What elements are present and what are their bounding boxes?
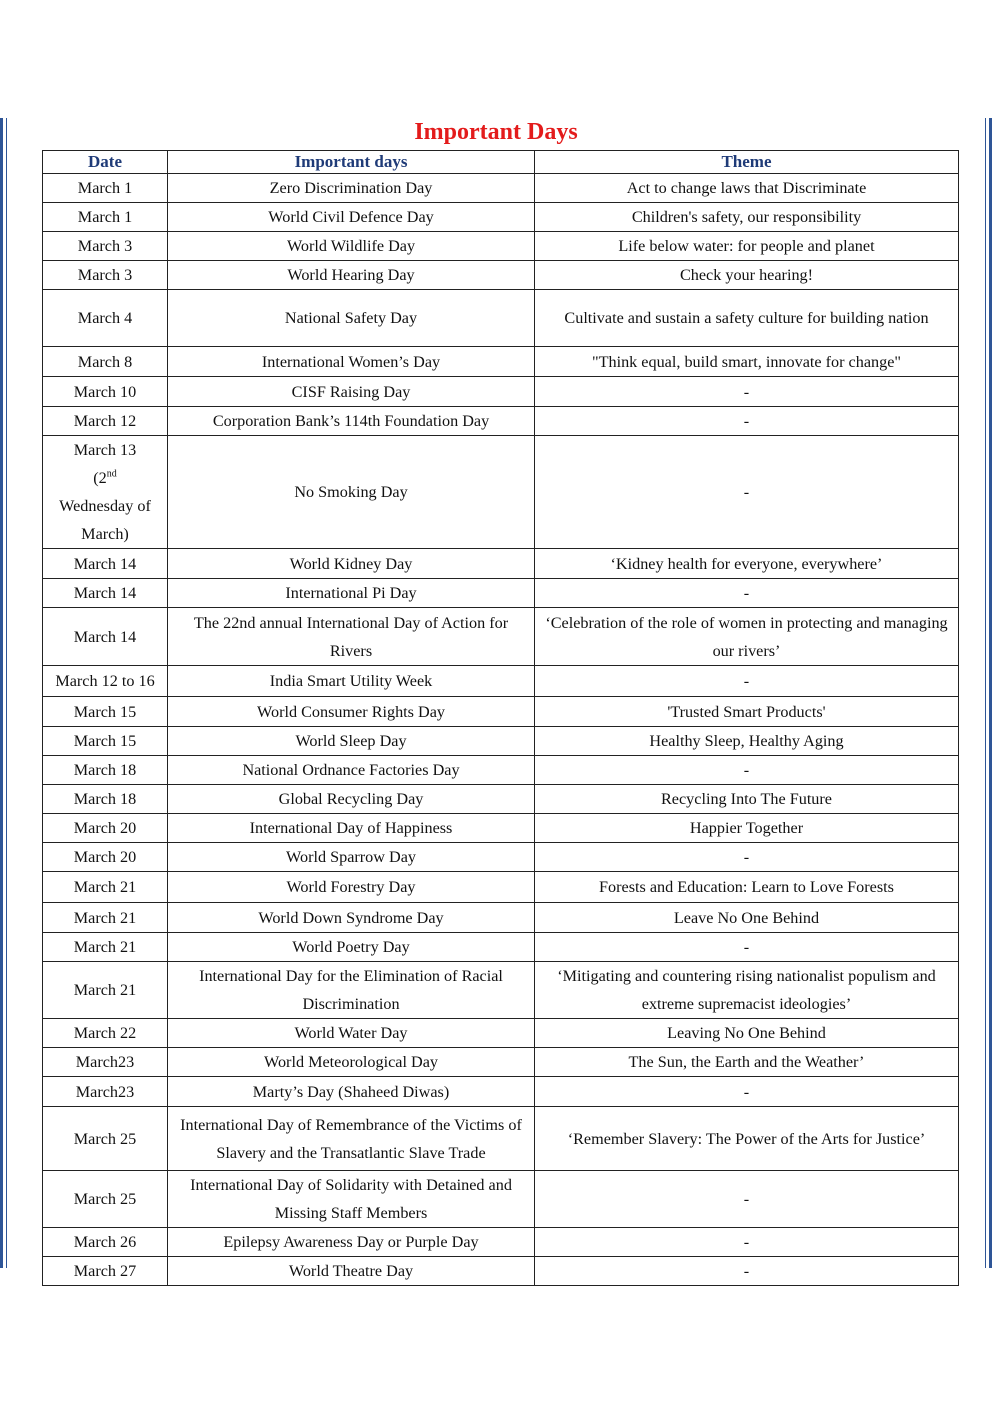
table-row: [43, 697, 959, 727]
table-row: [43, 549, 959, 579]
page-title: Important Days: [414, 119, 578, 145]
cell-theme: Recycling Into The Future: [535, 785, 959, 814]
cell-theme: -: [535, 933, 959, 962]
cell-theme: -: [535, 1257, 959, 1286]
cell-date: March 25: [43, 1107, 168, 1171]
table-row: [43, 1107, 959, 1171]
table-row: [43, 962, 959, 1019]
cell-important-day: World Down Syndrome Day: [168, 903, 535, 933]
cell-date: March 14: [43, 608, 168, 666]
cell-important-day: World Sleep Day: [168, 727, 535, 756]
cell-important-day: World Hearing Day: [168, 261, 535, 290]
cell-theme: Leaving No One Behind: [535, 1019, 959, 1048]
cell-date: March 1: [43, 203, 168, 232]
table-row: [43, 436, 959, 549]
cell-theme: Act to change laws that Discriminate: [535, 174, 959, 203]
cell-date: March 15: [43, 727, 168, 756]
table-row: [43, 933, 959, 962]
table-row: [43, 290, 959, 347]
cell-theme: -: [535, 1077, 959, 1107]
cell-theme: -: [535, 666, 959, 697]
page-border-left: [0, 118, 7, 1268]
table-row: [43, 814, 959, 843]
cell-date: March 18: [43, 756, 168, 785]
cell-important-day: International Day of Solidarity with Detained and Missing Staff Members: [168, 1171, 535, 1228]
cell-theme: -: [535, 843, 959, 872]
cell-important-day: International Pi Day: [168, 579, 535, 608]
cell-important-day: International Day for the Elimination of Racial Discrimination: [168, 962, 535, 1019]
table-row: [43, 727, 959, 756]
cell-theme: Happier Together: [535, 814, 959, 843]
cell-theme: -: [535, 407, 959, 436]
cell-theme: -: [535, 1228, 959, 1257]
cell-important-day: World Wildlife Day: [168, 232, 535, 261]
cell-important-day: World Consumer Rights Day: [168, 697, 535, 727]
table-row: [43, 843, 959, 872]
cell-date: March 13 (2nd Wednesday of March): [43, 436, 168, 549]
cell-date: March 22: [43, 1019, 168, 1048]
cell-date: March 21: [43, 962, 168, 1019]
cell-important-day: International Day of Happiness: [168, 814, 535, 843]
cell-date: March 21: [43, 872, 168, 903]
column-header-theme: Theme: [535, 151, 959, 174]
cell-date: March 26: [43, 1228, 168, 1257]
table-row: [43, 608, 959, 666]
cell-date: March 18: [43, 785, 168, 814]
cell-important-day: No Smoking Day: [168, 436, 535, 549]
cell-important-day: World Forestry Day: [168, 872, 535, 903]
cell-date: March 8: [43, 347, 168, 377]
cell-date: March 3: [43, 232, 168, 261]
table-row: [43, 903, 959, 933]
table-row: [43, 1228, 959, 1257]
cell-theme: Children's safety, our responsibility: [535, 203, 959, 232]
table-row: [43, 174, 959, 203]
cell-theme: ‘Mitigating and countering rising nationalist populism and extreme supremacist ideologies’: [535, 962, 959, 1019]
cell-important-day: World Meteorological Day: [168, 1048, 535, 1077]
page-border-right: [985, 118, 992, 1268]
cell-theme: "Think equal, build smart, innovate for change": [535, 347, 959, 377]
cell-date: March 3: [43, 261, 168, 290]
cell-date: March23: [43, 1077, 168, 1107]
cell-important-day: World Theatre Day: [168, 1257, 535, 1286]
table-row: [43, 756, 959, 785]
cell-important-day: Epilepsy Awareness Day or Purple Day: [168, 1228, 535, 1257]
cell-important-day: Global Recycling Day: [168, 785, 535, 814]
cell-date: March 15: [43, 697, 168, 727]
table-row: [43, 347, 959, 377]
table-row: [43, 203, 959, 232]
cell-date: March 4: [43, 290, 168, 347]
cell-date: March 12 to 16: [43, 666, 168, 697]
cell-date: March 12: [43, 407, 168, 436]
cell-date: March 20: [43, 843, 168, 872]
cell-important-day: International Women’s Day: [168, 347, 535, 377]
cell-theme: Leave No One Behind: [535, 903, 959, 933]
cell-date: March 21: [43, 933, 168, 962]
cell-theme: -: [535, 436, 959, 549]
cell-important-day: World Water Day: [168, 1019, 535, 1048]
cell-theme: -: [535, 377, 959, 407]
column-header-date: Date: [43, 151, 168, 174]
cell-theme: -: [535, 756, 959, 785]
cell-important-day: World Sparrow Day: [168, 843, 535, 872]
cell-important-day: World Civil Defence Day: [168, 203, 535, 232]
table-row: [43, 872, 959, 903]
cell-theme: 'Trusted Smart Products': [535, 697, 959, 727]
cell-date: March 10: [43, 377, 168, 407]
table-row: [43, 232, 959, 261]
table-row: [43, 1171, 959, 1228]
cell-important-day: National Safety Day: [168, 290, 535, 347]
table-row: [43, 1048, 959, 1077]
cell-theme: -: [535, 579, 959, 608]
cell-theme: ‘Celebration of the role of women in protecting and managing our rivers’: [535, 608, 959, 666]
table-row: [43, 1019, 959, 1048]
table-row: [43, 1257, 959, 1286]
table-row: [43, 1077, 959, 1107]
cell-theme: -: [535, 1171, 959, 1228]
table-row: [43, 785, 959, 814]
cell-important-day: International Day of Remembrance of the Victims of Slavery and the Transatlantic Slave Trade: [168, 1107, 535, 1171]
cell-important-day: Corporation Bank’s 114th Foundation Day: [168, 407, 535, 436]
cell-important-day: The 22nd annual International Day of Action for Rivers: [168, 608, 535, 666]
table-row: [43, 377, 959, 407]
cell-date: March23: [43, 1048, 168, 1077]
cell-date: March 14: [43, 549, 168, 579]
cell-date: March 20: [43, 814, 168, 843]
column-header-important-days: Important days: [168, 151, 535, 174]
cell-date: March 1: [43, 174, 168, 203]
table-row: [43, 666, 959, 697]
cell-theme: Cultivate and sustain a safety culture for building nation: [535, 290, 959, 347]
cell-important-day: Zero Discrimination Day: [168, 174, 535, 203]
cell-date: March 21: [43, 903, 168, 933]
cell-important-day: India Smart Utility Week: [168, 666, 535, 697]
table-row: [43, 261, 959, 290]
cell-important-day: World Poetry Day: [168, 933, 535, 962]
table-header-row: [43, 151, 959, 174]
table-row: [43, 579, 959, 608]
cell-important-day: National Ordnance Factories Day: [168, 756, 535, 785]
cell-theme: The Sun, the Earth and the Weather’: [535, 1048, 959, 1077]
cell-theme: Life below water: for people and planet: [535, 232, 959, 261]
cell-important-day: Marty’s Day (Shaheed Diwas): [168, 1077, 535, 1107]
cell-theme: Check your hearing!: [535, 261, 959, 290]
important-days-table: [42, 150, 959, 1286]
cell-theme: ‘Kidney health for everyone, everywhere’: [535, 549, 959, 579]
cell-date: March 27: [43, 1257, 168, 1286]
cell-theme: Healthy Sleep, Healthy Aging: [535, 727, 959, 756]
cell-important-day: CISF Raising Day: [168, 377, 535, 407]
cell-date: March 25: [43, 1171, 168, 1228]
cell-theme: ‘Remember Slavery: The Power of the Arts for Justice’: [535, 1107, 959, 1171]
cell-important-day: World Kidney Day: [168, 549, 535, 579]
cell-theme: Forests and Education: Learn to Love Forests: [535, 872, 959, 903]
cell-date: March 14: [43, 579, 168, 608]
table-row: [43, 407, 959, 436]
